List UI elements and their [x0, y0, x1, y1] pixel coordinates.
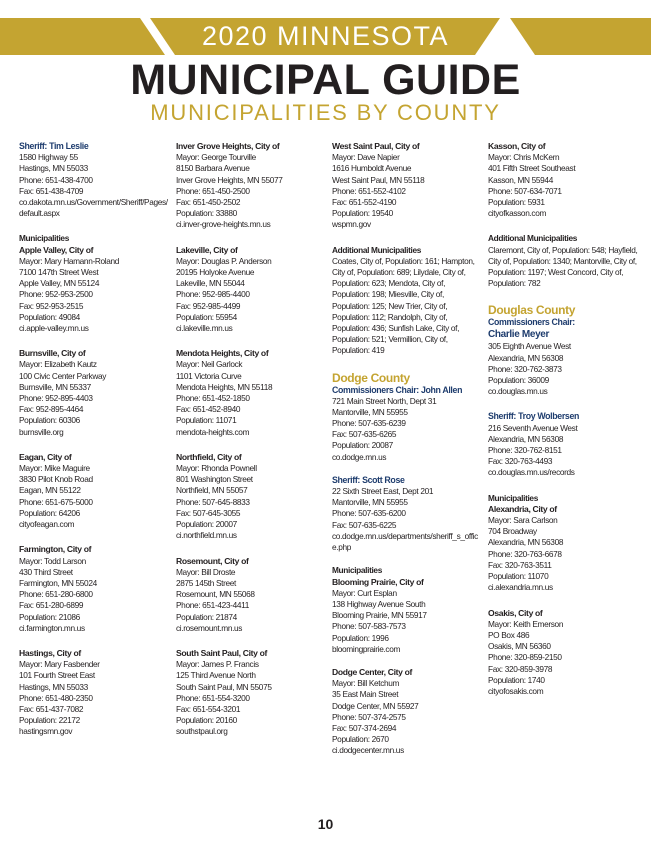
- text-line: Fax: 320-763-4493: [488, 456, 553, 467]
- text-line: Phone: 651-675-5000: [19, 496, 93, 507]
- text-line: Mayor: Curt Esplan: [332, 587, 397, 598]
- website-link[interactable]: ci.apple-valley.mn.us: [19, 323, 89, 334]
- text-line: Hastings, MN 55033: [19, 163, 88, 174]
- text-line: Osakis, MN 56360: [488, 641, 551, 652]
- website-link[interactable]: cityofkasson.com: [488, 208, 547, 219]
- text-line: Phone: 651-480-2350: [19, 692, 93, 703]
- text-line: Population: 20007: [176, 519, 237, 530]
- website-link[interactable]: cityofosakis.com: [488, 685, 544, 696]
- city-name: Northfield, City of: [176, 451, 242, 462]
- text-line: 721 Main Street North, Dept 31: [332, 395, 437, 406]
- page-subtitle: MUNICIPALITIES BY COUNTY: [150, 100, 501, 125]
- text-line: Phone: 320-762-3873: [488, 363, 562, 374]
- text-line: Alexandria, MN 56308: [488, 352, 564, 363]
- column-1: [19, 141, 169, 752]
- text-line: 100 Civic Center Parkway: [19, 370, 107, 381]
- header-banner: [0, 18, 651, 55]
- website-link[interactable]: burnsville.org: [19, 426, 64, 437]
- text-line: Mantorville, MN 55955: [332, 497, 408, 508]
- website-link[interactable]: co.dodge.mn.us: [332, 451, 387, 462]
- text-line: 35 East Main Street: [332, 689, 399, 700]
- additional-municipalities: [332, 245, 482, 357]
- text-line: Phone: 651-452-1850: [176, 393, 250, 404]
- text-line: Phone: 320-859-2150: [488, 652, 562, 663]
- website-link[interactable]: co.dodge.mn.us/departments/sheriff_s_office.php: [332, 530, 478, 553]
- text-line: 125 Third Avenue North: [176, 670, 256, 681]
- website-link[interactable]: ci.inver-grove-heights.mn.us: [176, 219, 271, 230]
- text-line: Mayor: Sara Carlson: [488, 515, 558, 526]
- municipality-entry: [19, 452, 169, 530]
- text-line: Mayor: Chris McKern: [488, 152, 560, 163]
- website-link[interactable]: ci.northfield.mn.us: [176, 530, 237, 541]
- text-line: Phone: 651-450-2500: [176, 185, 250, 196]
- text-line: Population: 49084: [19, 311, 80, 322]
- text-line: Phone: 651-280-6800: [19, 589, 93, 600]
- text-line: Population: 55954: [176, 311, 237, 322]
- text-line: Population: 1996: [332, 632, 389, 643]
- text-line: Phone: 320-762-8151: [488, 445, 562, 456]
- text-line: Rosemount, MN 55068: [176, 589, 255, 600]
- municipality-entry: [332, 141, 482, 231]
- text-line: Fax: 507-635-6265: [332, 429, 397, 440]
- text-line: Phone: 507-635-6239: [332, 418, 406, 429]
- text-line: 7100 147th Street West: [19, 267, 99, 278]
- municipalities-label: Municipalities: [19, 233, 69, 244]
- text-line: 430 Third Street: [19, 566, 73, 577]
- text-line: Phone: 651-554-3200: [176, 692, 250, 703]
- text-line: Blooming Prairie, MN 55917: [332, 610, 427, 621]
- additional-municipalities-label: Additional Municipalities: [488, 233, 577, 244]
- text-line: 401 Fifth Street Southeast: [488, 163, 576, 174]
- text-line: 704 Broadway: [488, 526, 537, 537]
- municipality-entry: [176, 556, 326, 634]
- sheriff-block: [488, 411, 638, 478]
- text-line: Lakeville, MN 55044: [176, 278, 245, 289]
- text-line: Fax: 651-437-7082: [19, 703, 84, 714]
- text-line: Phone: 952-985-4400: [176, 289, 250, 300]
- additional-municipalities-text: Claremont, City of, Population: 548; Hayfield, City of, Population: 1340; Mantorville, City of, Population: 1197; West Concord, City of, Population: 782: [488, 244, 638, 289]
- text-line: Burnsville, MN 55337: [19, 381, 91, 392]
- city-name: West Saint Paul, City of: [332, 141, 420, 151]
- sheriff-block: [19, 141, 169, 219]
- text-line: Alexandria, MN 56308: [488, 537, 564, 548]
- text-line: Inver Grove Heights, MN 55077: [176, 174, 283, 185]
- text-line: Mayor: Mike Maguire: [19, 463, 90, 474]
- text-line: 101 Fourth Street East: [19, 670, 95, 681]
- website-link[interactable]: co.douglas.mn.us: [488, 386, 548, 397]
- text-line: Population: 5931: [488, 197, 545, 208]
- city-name: Lakeville, City of: [176, 244, 238, 255]
- municipality-entry: [19, 648, 169, 738]
- city-name: Inver Grove Heights, City of: [176, 141, 280, 151]
- text-line: Mayor: Bill Droste: [176, 566, 236, 577]
- city-name: Mendota Heights, City of: [176, 348, 269, 359]
- text-line: 801 Washington Street: [176, 474, 253, 485]
- chair-heading: Commissioners Chair:: [488, 317, 575, 328]
- website-link[interactable]: hastingsmn.gov: [19, 726, 73, 737]
- text-line: Kasson, MN 55944: [488, 174, 553, 185]
- text-line: Northfield, MN 55057: [176, 485, 248, 496]
- additional-municipalities-label: Additional Municipalities: [332, 244, 421, 255]
- text-line: Phone: 952-895-4403: [19, 393, 93, 404]
- text-line: Population: 11070: [488, 571, 549, 582]
- text-line: Phone: 651-423-4411: [176, 600, 250, 611]
- text-line: Population: 11071: [176, 415, 237, 426]
- municipality-entry: [19, 233, 169, 334]
- website-link[interactable]: ci.lakeville.mn.us: [176, 323, 233, 334]
- text-line: Phone: 320-763-6678: [488, 548, 562, 559]
- text-line: Population: 36009: [488, 375, 549, 386]
- website-link[interactable]: co.dakota.mn.us/Government/Sheriff/Pages/default.aspx: [19, 197, 168, 219]
- text-line: Population: 33880: [176, 208, 237, 219]
- text-line: Mayor: Todd Larson: [19, 555, 86, 566]
- text-line: West Saint Paul, MN 55118: [332, 174, 425, 185]
- chair-heading: Commissioners Chair: John Allen: [332, 384, 463, 395]
- text-line: 305 Eighth Avenue West: [488, 341, 571, 352]
- text-line: 22 Sixth Street East, Dept 201: [332, 486, 434, 497]
- website-link[interactable]: bloomingprairie.com: [332, 643, 401, 654]
- text-line: Fax: 651-438-4709: [19, 185, 84, 196]
- text-line: Mayor: Douglas P. Anderson: [176, 255, 272, 266]
- column-4: [488, 141, 638, 711]
- text-line: 2875 145th Street: [176, 577, 237, 588]
- text-line: 138 Highway Avenue South: [332, 598, 426, 609]
- column-3: [332, 141, 482, 771]
- page-number: 10: [317, 816, 334, 832]
- website-link[interactable]: mendota-heights.com: [176, 426, 250, 437]
- municipalities-label: Municipalities: [332, 565, 382, 576]
- text-line: Fax: 507-635-6225: [332, 519, 397, 530]
- website-link[interactable]: ci.farmington.mn.us: [19, 622, 85, 633]
- text-line: Phone: 507-583-7573: [332, 621, 406, 632]
- text-line: Mantorville, MN 55955: [332, 406, 408, 417]
- municipality-entry: [19, 348, 169, 438]
- text-line: Fax: 651-450-2502: [176, 197, 241, 208]
- text-line: Fax: 651-552-4190: [332, 197, 397, 208]
- page-title: MUNICIPAL GUIDE: [130, 56, 521, 104]
- text-line: Farmington, MN 55024: [19, 577, 97, 588]
- municipality-entry: [332, 565, 482, 655]
- text-line: Phone: 651-552-4102: [332, 185, 406, 196]
- text-line: Population: 21086: [19, 611, 80, 622]
- text-line: Mayor: George Tourville: [176, 152, 256, 163]
- text-line: Fax: 651-452-8940: [176, 404, 241, 415]
- text-line: Mayor: Bill Ketchum: [332, 678, 400, 689]
- website-link[interactable]: southstpaul.org: [176, 726, 228, 737]
- text-line: Population: 60306: [19, 415, 80, 426]
- city-name: Blooming Prairie, City of: [332, 576, 424, 587]
- chair-name: Charlie Meyer: [488, 329, 550, 341]
- website-link[interactable]: ci.alexandria.mn.us: [488, 582, 553, 593]
- text-line: South Saint Paul, MN 55075: [176, 681, 272, 692]
- municipality-entry: [176, 452, 326, 542]
- city-name: Apple Valley, City of: [19, 244, 94, 255]
- city-name: Farmington, City of: [19, 544, 92, 555]
- municipalities-label: Municipalities: [488, 492, 538, 503]
- city-name: Rosemount, City of: [176, 555, 249, 566]
- text-line: Phone: 507-634-7071: [488, 185, 562, 196]
- additional-municipalities: [488, 233, 638, 289]
- text-line: Fax: 651-554-3201: [176, 703, 241, 714]
- municipality-entry: [488, 493, 638, 594]
- text-line: Fax: 507-645-3055: [176, 507, 241, 518]
- text-line: 8150 Barbara Avenue: [176, 163, 250, 174]
- website-link[interactable]: wspmn.gov: [332, 219, 371, 230]
- text-line: Population: 1740: [488, 674, 545, 685]
- text-line: 3830 Pilot Knob Road: [19, 474, 93, 485]
- municipality-entry: [19, 544, 169, 634]
- text-line: Mayor: Elizabeth Kautz: [19, 359, 97, 370]
- text-line: Mayor: James P. Francis: [176, 659, 259, 670]
- text-line: Mendota Heights, MN 55118: [176, 381, 273, 392]
- text-line: Fax: 507-374-2694: [332, 722, 397, 733]
- city-name: Kasson, City of: [488, 141, 546, 151]
- banner-title: 2020 MINNESOTA: [201, 21, 450, 51]
- text-line: Fax: 651-280-6899: [19, 600, 84, 611]
- text-line: Fax: 320-763-3511: [488, 559, 552, 570]
- sheriff-block: [332, 475, 482, 553]
- text-line: Mayor: Keith Emerson: [488, 618, 564, 629]
- text-line: 1580 Highway 55: [19, 152, 78, 163]
- text-line: Population: 19540: [332, 208, 393, 219]
- text-line: Fax: 952-953-2515: [19, 300, 84, 311]
- sheriff-heading: Sheriff: Scott Rose: [332, 474, 405, 485]
- city-name: South Saint Paul, City of: [176, 647, 268, 658]
- text-line: Mayor: Mary Fasbender: [19, 659, 100, 670]
- county-heading: Dodge County: [332, 370, 410, 385]
- county-heading: Douglas County: [488, 303, 576, 318]
- county-chair-block: [332, 371, 482, 463]
- text-line: Hastings, MN 55033: [19, 681, 88, 692]
- text-line: 20195 Holyoke Avenue: [176, 267, 255, 278]
- municipality-entry: [488, 608, 638, 698]
- text-line: 1616 Humboldt Avenue: [332, 163, 412, 174]
- website-link[interactable]: ci.rosemount.mn.us: [176, 622, 243, 633]
- text-line: Phone: 651-438-4700: [19, 174, 93, 185]
- text-line: Mayor: Mary Hamann-Roland: [19, 255, 120, 266]
- text-line: Mayor: Rhonda Pownell: [176, 463, 257, 474]
- text-line: Fax: 952-985-4499: [176, 300, 241, 311]
- text-line: Phone: 507-374-2575: [332, 711, 406, 722]
- city-name: Osakis, City of: [488, 607, 543, 618]
- text-line: Dodge Center, MN 55927: [332, 700, 419, 711]
- municipality-entry: [332, 667, 482, 757]
- text-line: Population: 22172: [19, 715, 80, 726]
- text-line: Population: 64206: [19, 507, 80, 518]
- city-name: Dodge Center, City of: [332, 666, 413, 677]
- text-line: 216 Seventh Avenue West: [488, 422, 578, 433]
- municipality-entry: [488, 141, 638, 219]
- municipality-entry: [176, 348, 326, 438]
- text-line: Population: 21874: [176, 611, 237, 622]
- text-line: Population: 20160: [176, 715, 237, 726]
- city-name: Eagan, City of: [19, 451, 72, 462]
- text-line: Population: 20087: [332, 440, 393, 451]
- column-2: [176, 141, 326, 752]
- municipality-entry: [176, 141, 326, 231]
- city-name: Hastings, City of: [19, 647, 81, 658]
- text-line: 1101 Victoria Curve: [176, 370, 242, 381]
- website-link[interactable]: co.douglas.mn.us/records: [488, 467, 575, 478]
- text-line: Mayor: Dave Napier: [332, 152, 400, 163]
- municipality-entry: [176, 648, 326, 738]
- text-line: Fax: 320-859-3978: [488, 663, 553, 674]
- text-line: Fax: 952-895-4464: [19, 404, 84, 415]
- text-line: Phone: 952-953-2500: [19, 289, 93, 300]
- text-line: Apple Valley, MN 55124: [19, 278, 100, 289]
- website-link[interactable]: ci.dodgecenter.mn.us: [332, 745, 404, 756]
- text-line: Eagan, MN 55122: [19, 485, 81, 496]
- additional-municipalities-text: Coates, City of, Population: 161; Hampton, City of, Population: 689; Lilydale, City of, Population: 623; Mendota, City of, Population: 198; Miesville, City of, Population: 125; New Trier, City of, Population: 112; Randolph, City of, Population: 436; Sunfish Lake, City of, Population: 521; Vermillion, City of, Population: 419: [332, 255, 475, 356]
- municipality-entry: [176, 245, 326, 335]
- text-line: Alexandria, MN 56308: [488, 433, 564, 444]
- website-link[interactable]: cityofeagan.com: [19, 519, 75, 530]
- county-chair-block: [488, 303, 638, 397]
- text-line: Phone: 507-635-6200: [332, 508, 406, 519]
- sheriff-heading: Sheriff: Tim Leslie: [19, 141, 89, 151]
- text-line: Population: 2670: [332, 734, 389, 745]
- text-line: Phone: 507-645-8833: [176, 496, 250, 507]
- text-line: PO Box 486: [488, 629, 530, 640]
- sheriff-heading: Sheriff: Troy Wolbersen: [488, 411, 580, 422]
- text-line: Mayor: Neil Garlock: [176, 359, 243, 370]
- city-name: Alexandria, City of: [488, 503, 557, 514]
- city-name: Burnsville, City of: [19, 348, 86, 359]
